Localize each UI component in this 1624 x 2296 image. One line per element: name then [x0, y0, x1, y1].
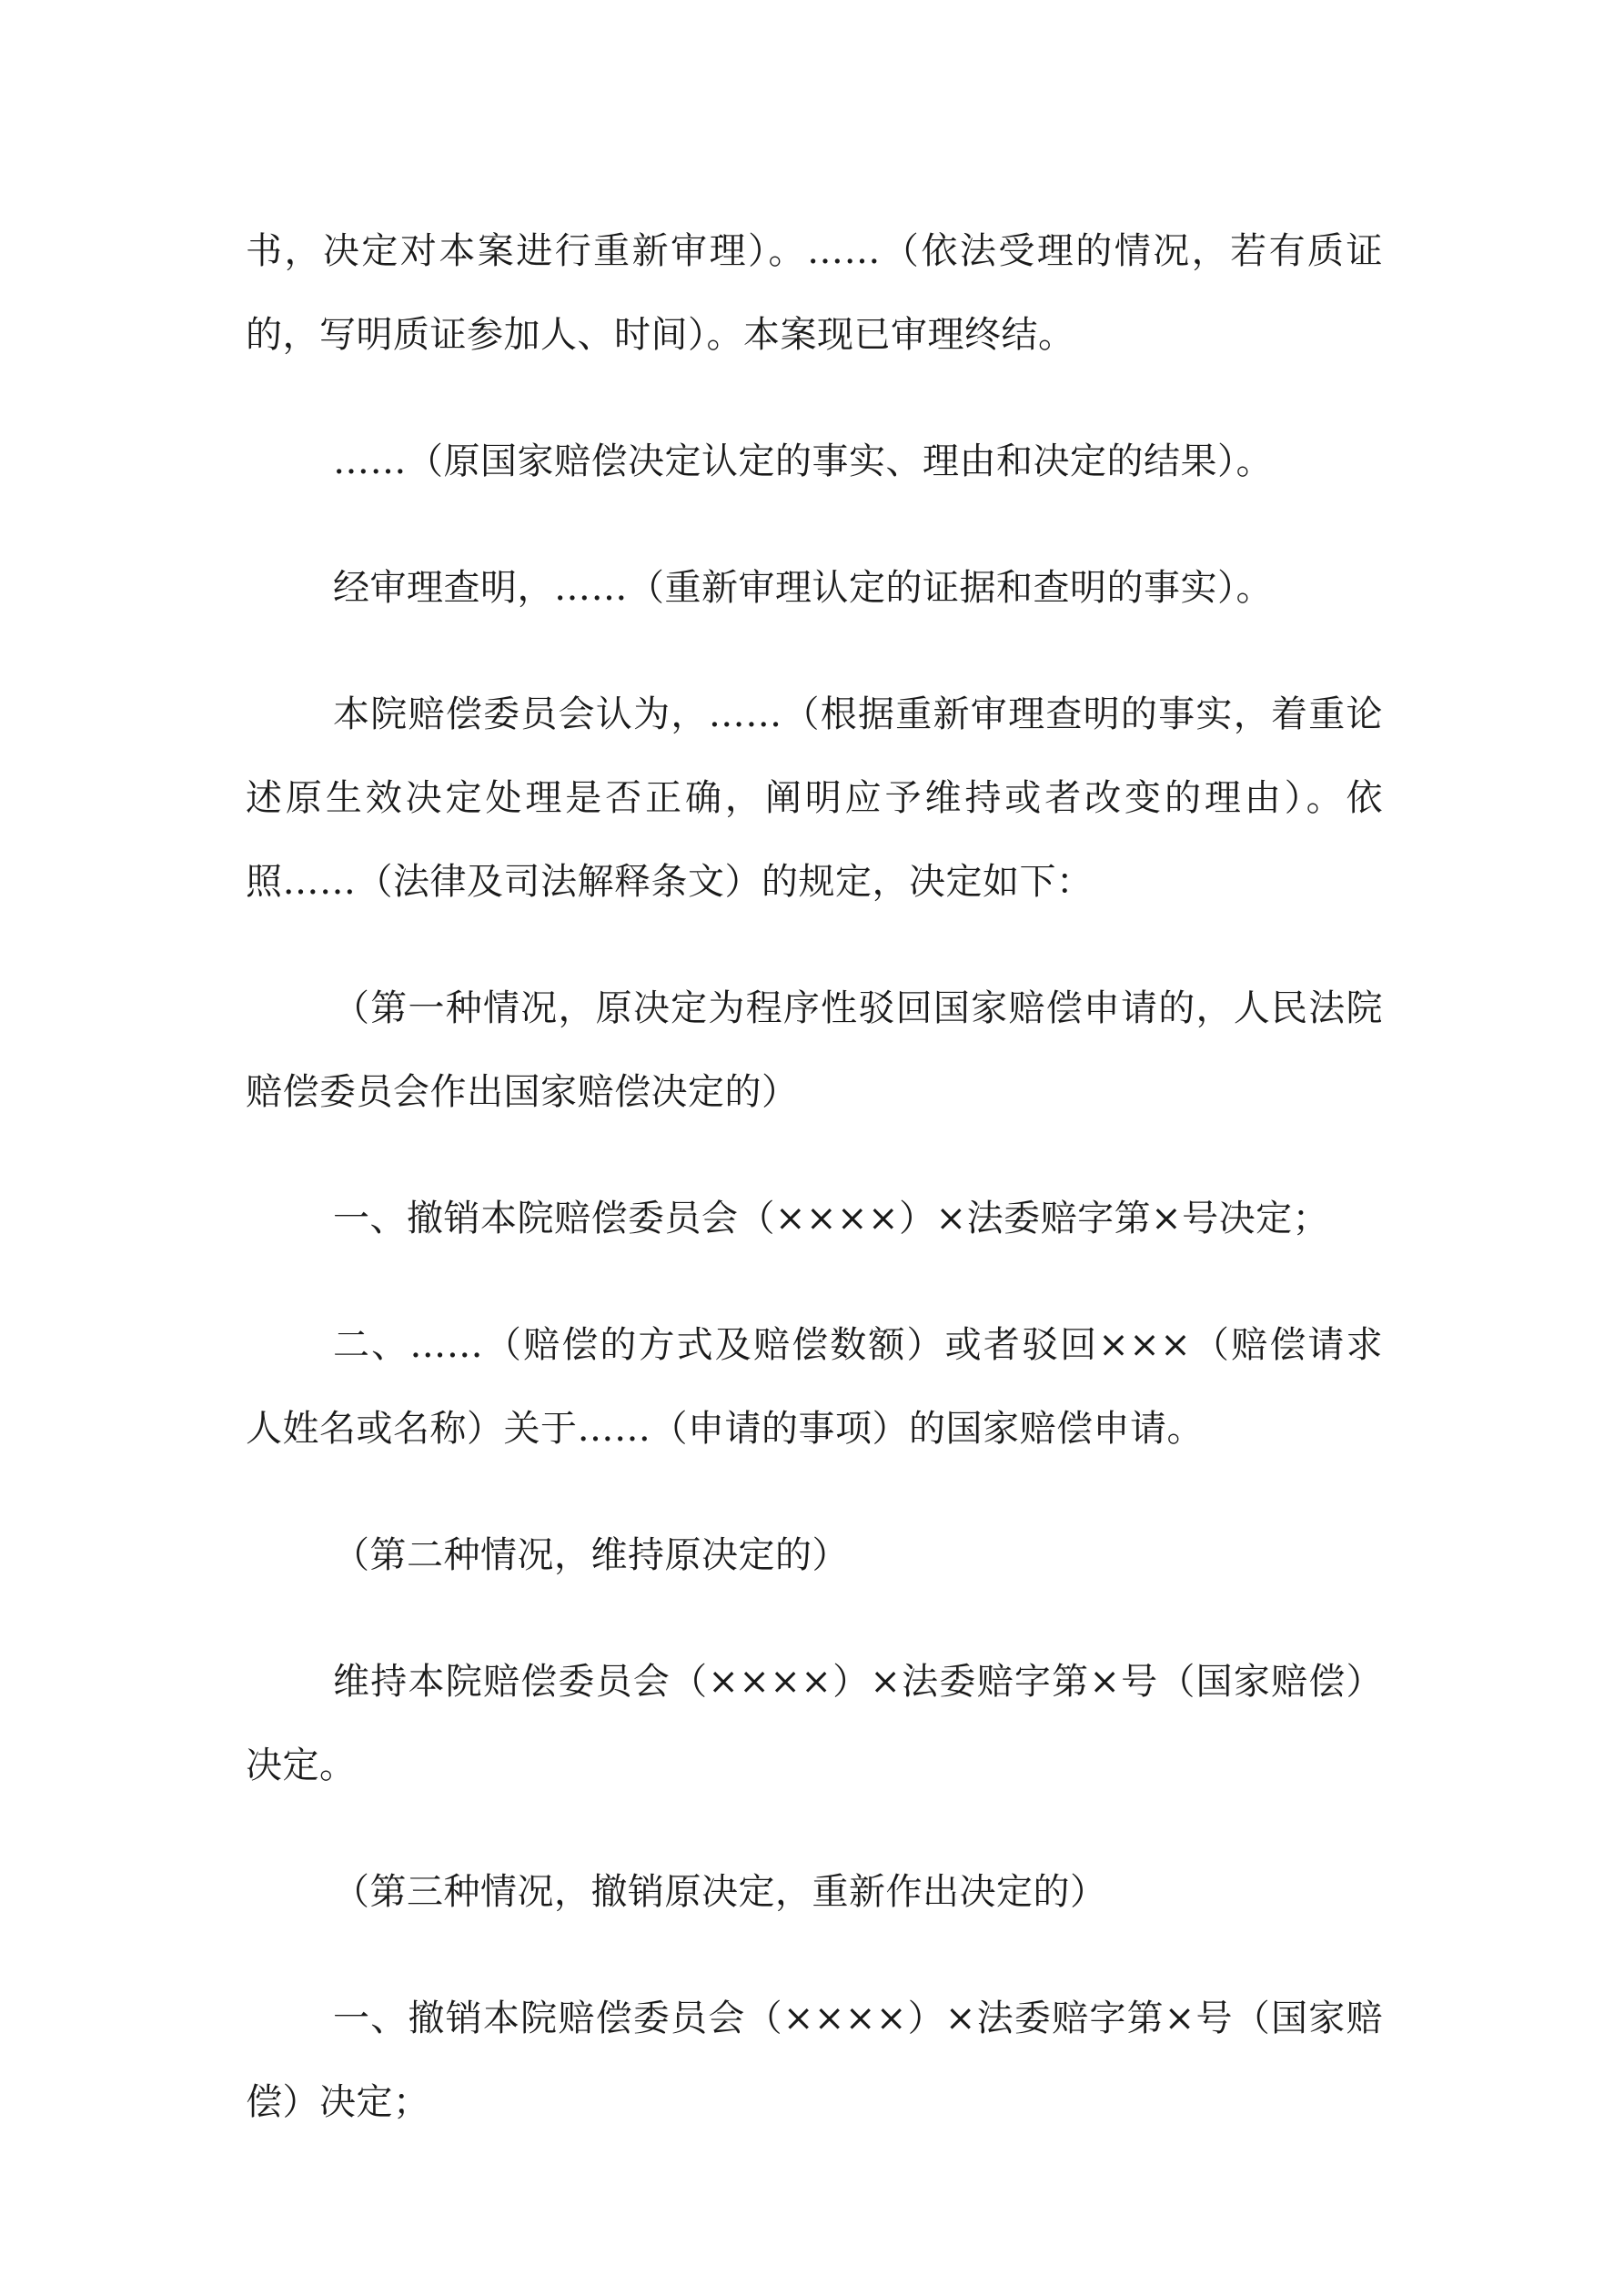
- paragraph-committee-opinion: 本院赔偿委员会认为，……（根据重新审理查明的事实，着重论述原生效决定处理是否正确，阐明应予维持或者改变的理由）。依照……（法律及司法解释条文）的规定，决定如下：: [246, 693, 1383, 903]
- paragraph-case-three-heading: （第三种情况，撤销原决定，重新作出决定的）: [333, 1871, 1107, 1913]
- paragraph-case-one-item-one: 一、撤销本院赔偿委员会（××××）×法委赔字第×号决定；: [333, 1198, 1330, 1239]
- paragraph-findings: 经审理查明，……（重新审理认定的证据和查明的事实）。: [333, 567, 1273, 609]
- paragraph-case-two-heading: （第二种情况，维持原决定的）: [333, 1534, 849, 1576]
- paragraph-case-one-item-two: 二、……（赔偿的方式及赔偿数额）或者驳回×××（赔偿请求人姓名或名称）关于……（申请的事项）的国家赔偿申请。: [246, 1324, 1383, 1450]
- paragraph-continuation: 书，决定对本案进行重新审理）。……（依法受理的情况，若有质证的，写明质证参加人、时间）。本案现已审理终结。: [246, 230, 1383, 356]
- paragraph-case-one-heading: （第一种情况，原决定为程序性驳回国家赔偿申请的，人民法院赔偿委员会作出国家赔偿决定的）: [246, 987, 1383, 1113]
- paragraph-case-three-item-one: 一、撤销本院赔偿委员会（××××）×法委赔字第×号（国家赔偿）决定；: [246, 1998, 1383, 2123]
- paragraph-case-two-decision: 维持本院赔偿委员会（××××）×法委赔字第×号（国家赔偿）决定。: [246, 1661, 1383, 1786]
- document-body: [246, 209, 1383, 2187]
- paragraph-original-decision: ……（原国家赔偿决定认定的事实、理由和决定的结果）。: [333, 440, 1273, 482]
